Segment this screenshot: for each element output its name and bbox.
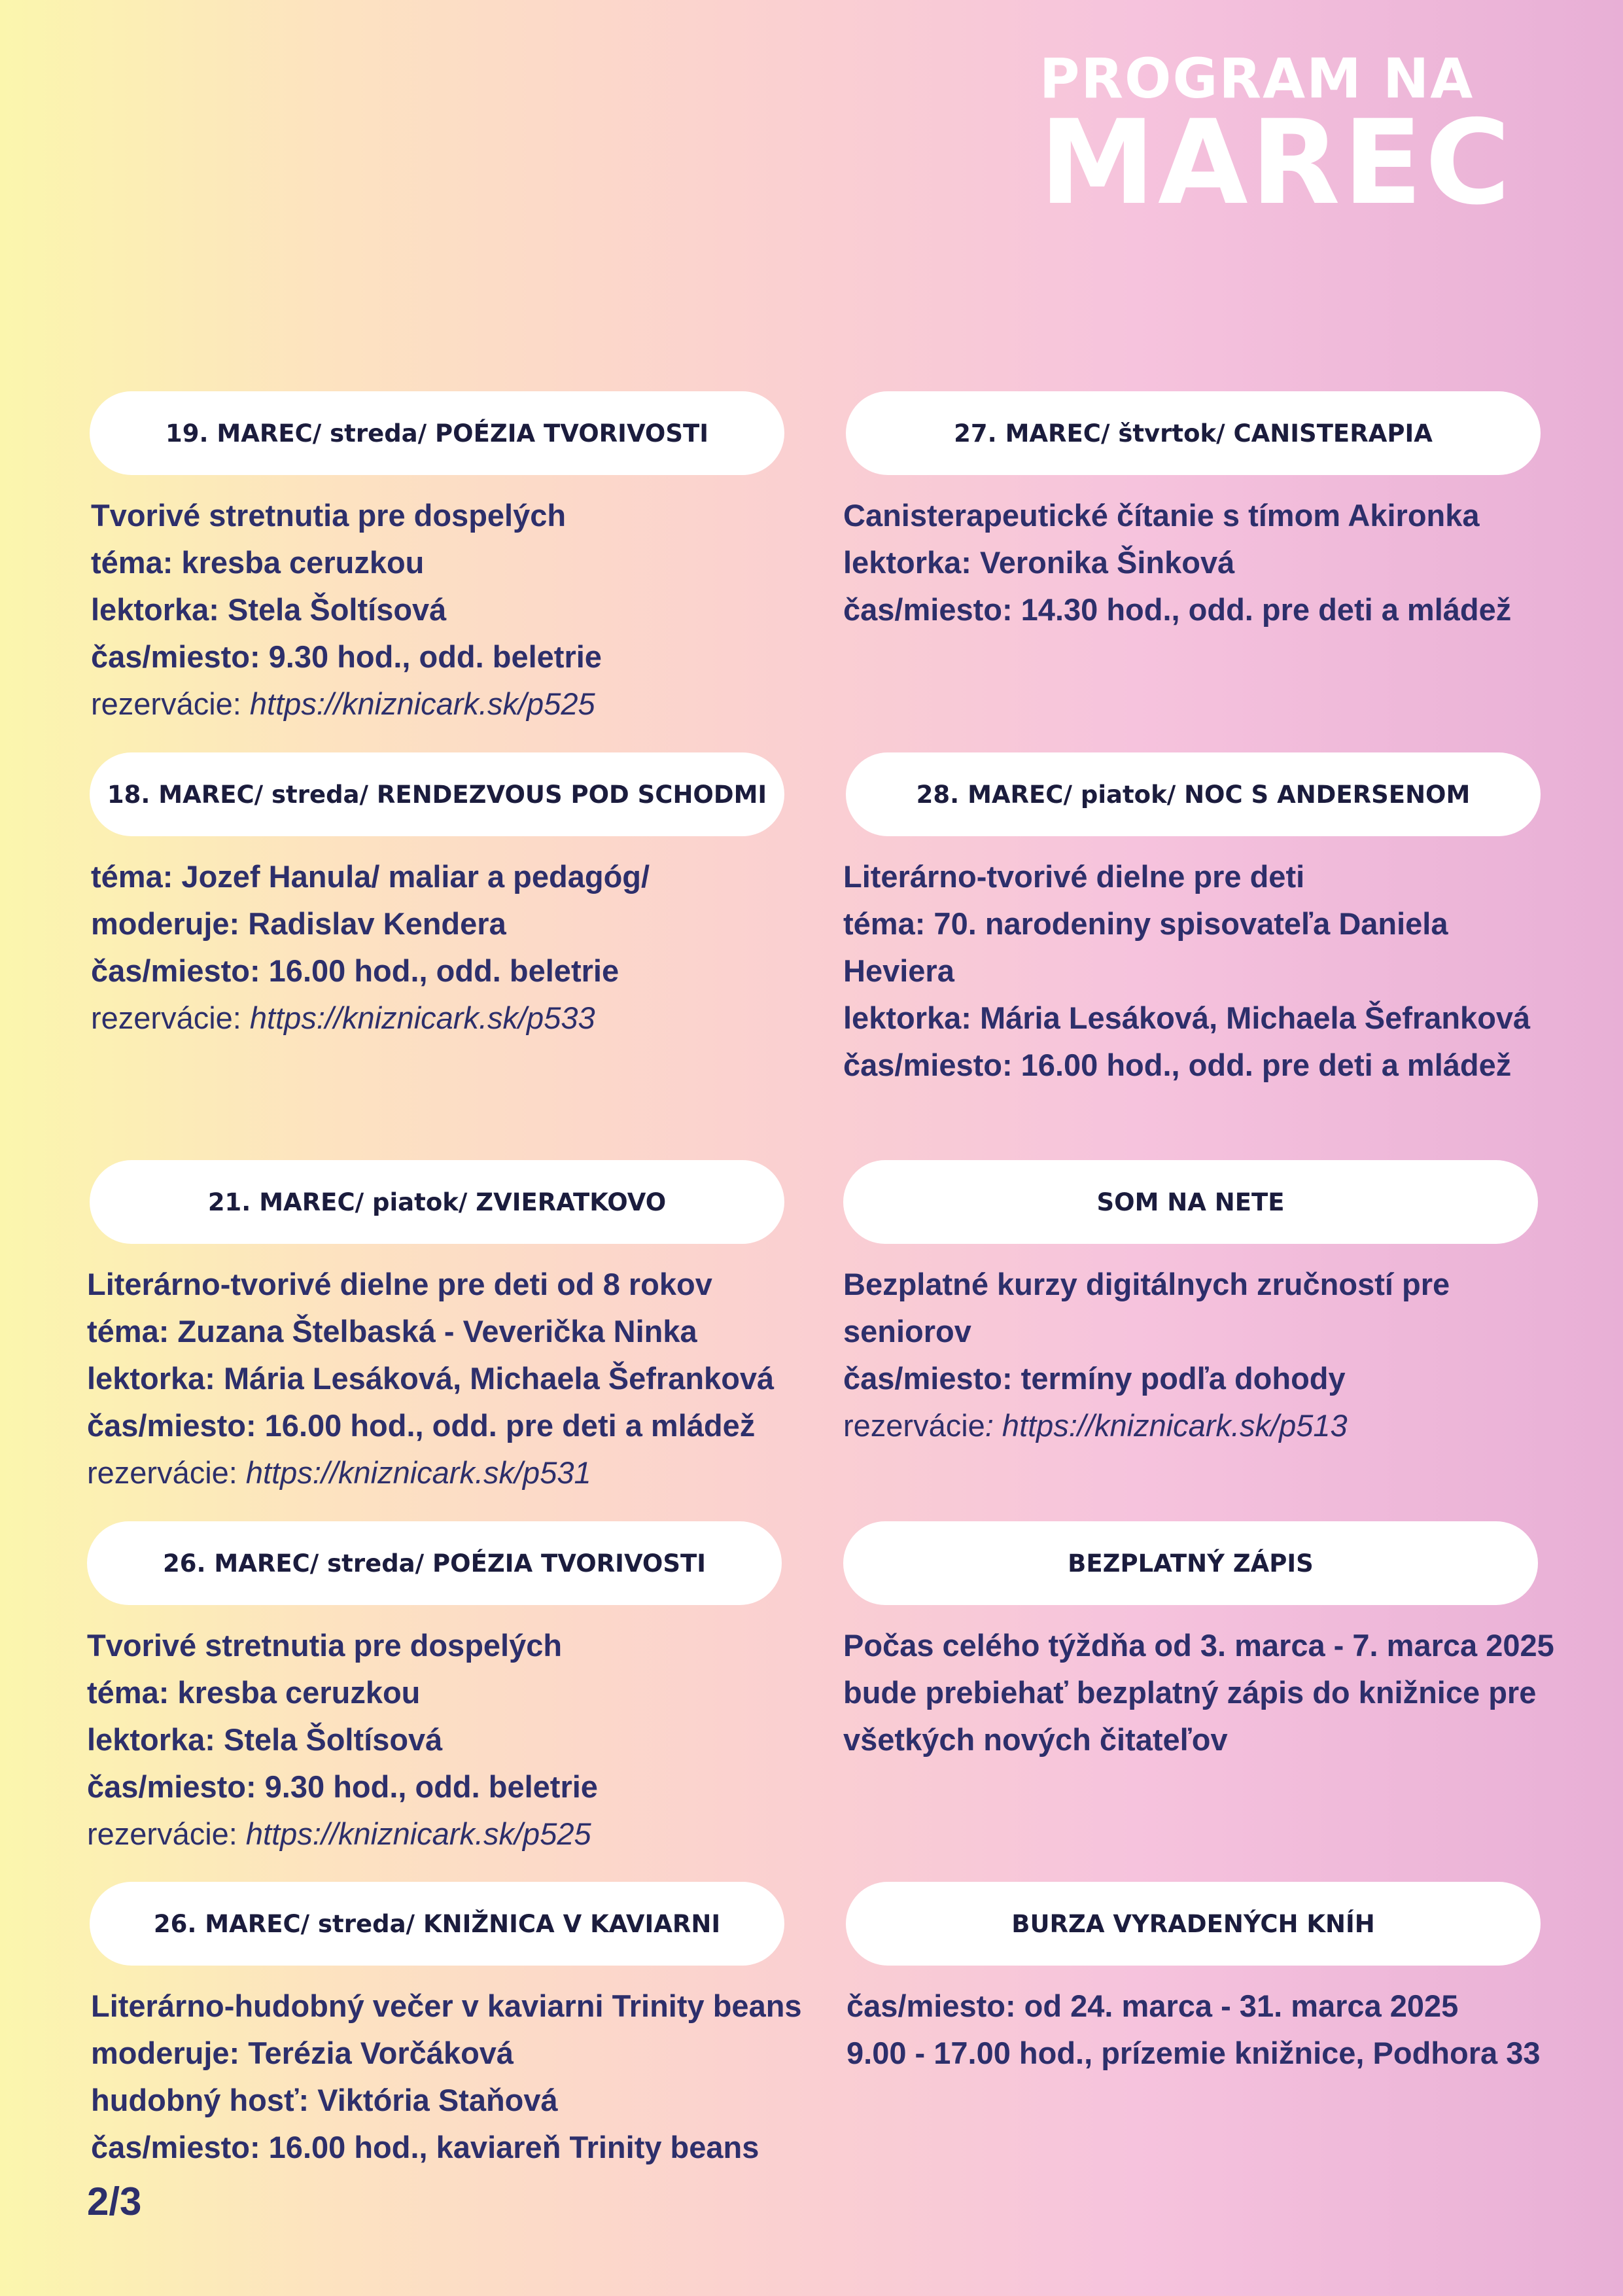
event-line: lektorka: Mária Lesáková, Michaela Šefranková [87,1361,775,1396]
event-header: BURZA VYRADENÝCH KNÍH [846,1882,1541,1966]
reservation-line [87,1810,598,1858]
event-line: Literárno-tvorivé dielne pre deti [843,859,1305,894]
event-details [843,1622,1554,1763]
event-line: téma: kresba ceruzkou [91,545,425,580]
event-details [87,1622,598,1858]
event-line: Počas celého týždňa od 3. marca - 7. marca 2025 [843,1628,1554,1663]
reservation-link[interactable]: https://kniznicark.sk/p533 [249,1000,595,1035]
event-line: bude prebiehať bezplatný zápis do knižnice pre [843,1675,1537,1710]
event-details [91,492,602,728]
event-details [91,1983,802,2171]
event-details [843,1261,1450,1449]
event-line: téma: Zuzana Štelbaská - Veverička Ninka [87,1314,697,1349]
event-details [843,492,1511,633]
reservation-link[interactable]: https://kniznicark.sk/p525 [249,686,595,721]
reservation-line [91,680,602,728]
event-details [91,853,650,1042]
event-header: 27. MAREC/ štvrtok/ CANISTERAPIA [846,391,1541,475]
event-details [843,853,1530,1089]
event-line: hudobný hosť: Viktória Staňová [91,2083,558,2117]
reservation-label: rezervácie [843,1408,985,1443]
event-details [846,1983,1540,2077]
event-line: lektorka: Veronika Šinková [843,545,1235,580]
page-heading [1039,46,1513,230]
reservation-line [87,1449,774,1496]
event-line: Bezplatné kurzy digitálnych zručností pre [843,1267,1450,1301]
reservation-line [91,995,650,1042]
reservation-label: rezervácie: [91,1000,241,1035]
event-header: SOM NA NETE [843,1160,1538,1244]
event-header: 19. MAREC/ streda/ POÉZIA TVORIVOSTI [90,391,784,475]
event-header: 21. MAREC/ piatok/ ZVIERATKOVO [90,1160,784,1244]
event-line: téma: kresba ceruzkou [87,1675,421,1710]
event-line: Canisterapeutické čítanie s tímom Akironka [843,498,1480,533]
event-line: čas/miesto: 14.30 hod., odd. pre deti a mládež [843,592,1512,627]
event-header: BEZPLATNÝ ZÁPIS [843,1521,1538,1605]
event-header: 28. MAREC/ piatok/ NOC S ANDERSENOM [846,752,1541,836]
heading-line-2: MAREC [1039,95,1513,230]
event-line: Tvorivé stretnutia pre dospelých [87,1628,563,1663]
event-line: lektorka: Mária Lesáková, Michaela Šefranková [843,1000,1531,1035]
event-line: moderuje: Radislav Kendera [91,906,506,941]
reservation-link[interactable]: : https://kniznicark.sk/p513 [985,1408,1348,1443]
event-line: lektorka: Stela Šoltísová [91,592,447,627]
event-line: čas/miesto: 9.30 hod., odd. beletrie [87,1769,598,1804]
event-line: čas/miesto: od 24. marca - 31. marca 2025 [846,1988,1459,2023]
event-line: čas/miesto: 16.00 hod., odd. pre deti a mládež [843,1048,1512,1082]
event-line: čas/miesto: termíny podľa dohody [843,1361,1346,1396]
reservation-label: rezervácie: [87,1455,237,1490]
heading-line-1: PROGRAM NA [1039,46,1475,111]
event-line: čas/miesto: 9.30 hod., odd. beletrie [91,639,602,674]
event-header: 18. MAREC/ streda/ RENDEZVOUS POD SCHODMI [90,752,784,836]
event-line: čas/miesto: 16.00 hod., odd. pre deti a mládež [87,1408,756,1443]
event-line: Literárno-hudobný večer v kaviarni Trinity beans [91,1988,802,2023]
event-line: Tvorivé stretnutia pre dospelých [91,498,567,533]
page-number: 2/3 [87,2180,142,2223]
event-line: čas/miesto: 16.00 hod., kaviareň Trinity beans [91,2130,759,2164]
event-line: téma: 70. narodeniny spisovateľa Daniela [843,906,1448,941]
event-line: moderuje: Terézia Vorčáková [91,2036,514,2070]
event-line: 9.00 - 17.00 hod., prízemie knižnice, Podhora 33 [846,2036,1541,2070]
event-line: Heviera [843,953,954,988]
reservation-line [843,1402,1450,1449]
event-header: 26. MAREC/ streda/ POÉZIA TVORIVOSTI [87,1521,782,1605]
event-line: seniorov [843,1314,971,1349]
event-line: téma: Jozef Hanula/ maliar a pedagóg/ [91,859,650,894]
reservation-link[interactable]: https://kniznicark.sk/p525 [245,1816,591,1851]
event-line: lektorka: Stela Šoltísová [87,1722,443,1757]
reservation-label: rezervácie: [87,1816,237,1851]
event-line: čas/miesto: 16.00 hod., odd. beletrie [91,953,620,988]
event-header: 26. MAREC/ streda/ KNIŽNICA V KAVIARNI [90,1882,784,1966]
event-line: Literárno-tvorivé dielne pre deti od 8 rokov [87,1267,712,1301]
event-details [87,1261,774,1496]
reservation-label: rezervácie: [91,686,241,721]
event-line: všetkých nových čitateľov [843,1722,1228,1757]
reservation-link[interactable]: https://kniznicark.sk/p531 [245,1455,591,1490]
